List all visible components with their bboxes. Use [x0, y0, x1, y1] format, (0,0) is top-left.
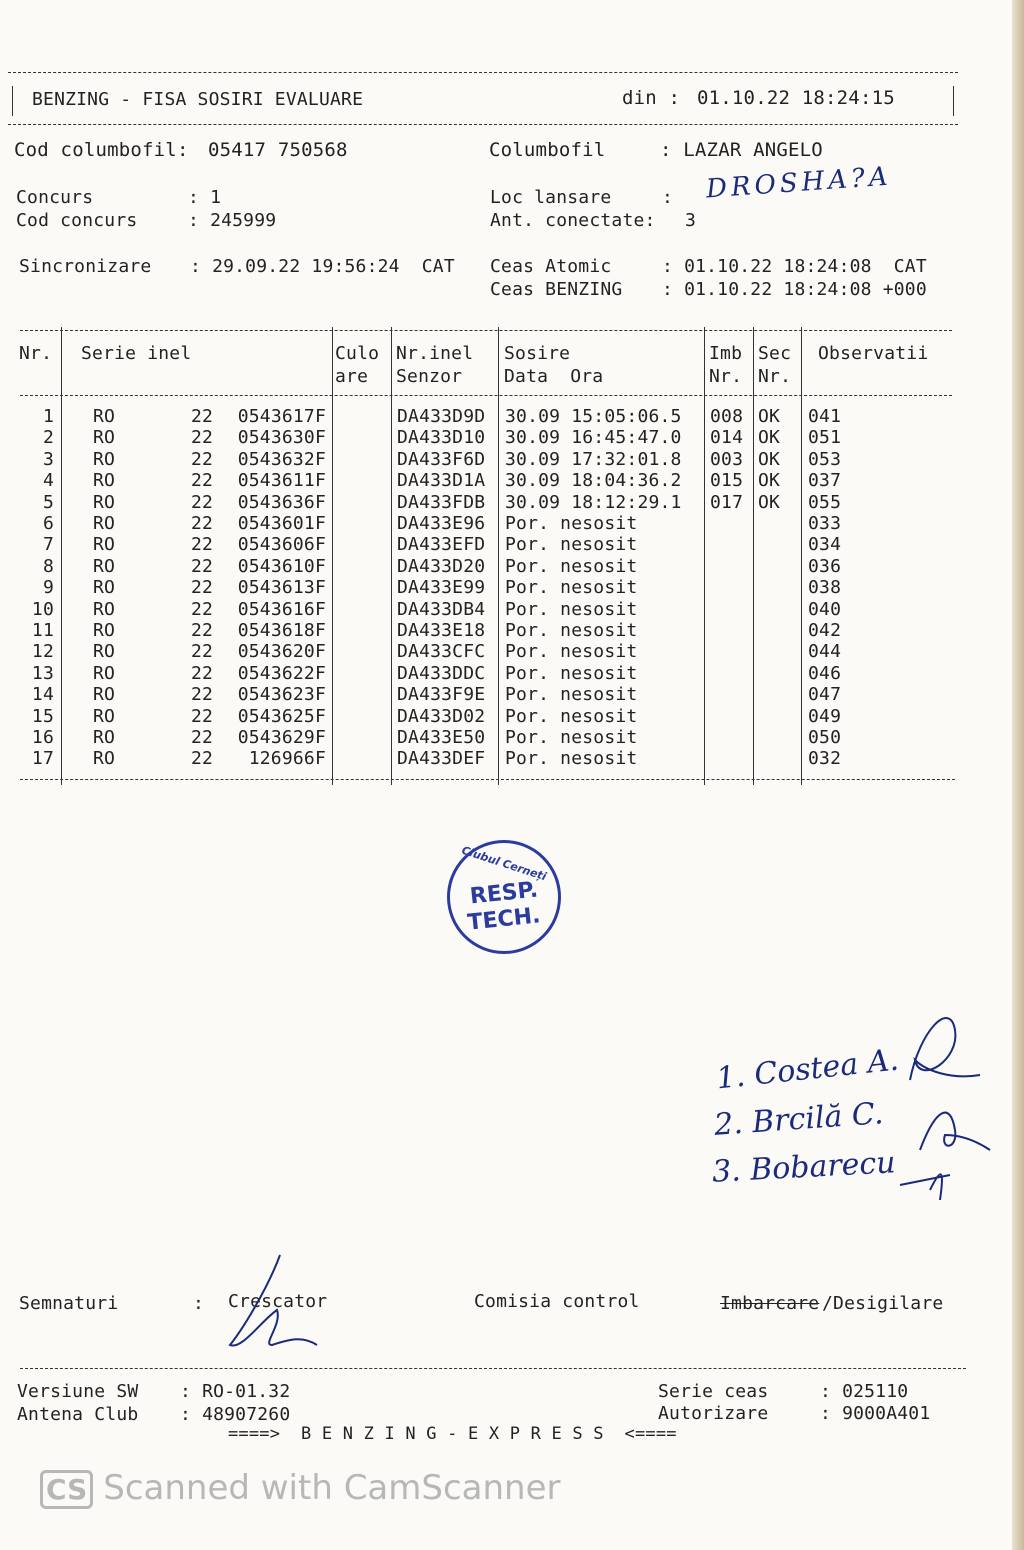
- cell-tara: RO: [93, 577, 116, 599]
- cell-sosire: Por. nesosit: [505, 727, 638, 748]
- cell-an: 22: [191, 662, 214, 684]
- cell-observatii: 042: [808, 620, 842, 641]
- cell-tara: RO: [93, 748, 116, 770]
- cell-serie-inel: 0543610F: [237, 555, 326, 577]
- cell-nr-inel-senzor: DA433DB4: [397, 598, 486, 620]
- camscanner-logo: CS: [40, 1470, 93, 1509]
- cell-an: 22: [191, 705, 214, 727]
- ant-conectate-value: 3: [685, 210, 697, 231]
- cell-sosire: Por. nesosit: [505, 662, 638, 684]
- cell-nr-inel-senzor: DA433EFD: [397, 534, 486, 556]
- cell-sosire: Por. nesosit: [505, 705, 638, 727]
- cell-nr: 9: [42, 577, 54, 599]
- header-nrinel-1: Nr.inel: [396, 343, 474, 364]
- cell-nr-inel-senzor: DA433E99: [397, 577, 486, 599]
- cell-nr-inel-senzor: DA433E18: [397, 620, 486, 641]
- cell-sec: OK: [758, 406, 781, 427]
- header-sec-1: Sec: [758, 343, 792, 364]
- header-observatii: Observatii: [818, 343, 929, 364]
- cell-serie-inel: 0543618F: [237, 620, 326, 641]
- header-bottom-rule: [8, 124, 958, 125]
- cell-nr: 10: [31, 598, 54, 620]
- cell-an: 22: [191, 513, 214, 534]
- cell-an: 22: [191, 641, 214, 663]
- cell-sosire: 30.09 18:04:36.2: [505, 470, 682, 492]
- cell-tara: RO: [93, 555, 116, 577]
- ceas-atomic-value: : 01.10.22 18:24:08 CAT: [662, 256, 927, 277]
- paper-edge-shadow: [1012, 0, 1024, 1550]
- cod-columbofil-value: 05417 750568: [208, 139, 348, 161]
- cell-tara: RO: [93, 641, 116, 663]
- col-sep-1: [61, 327, 62, 785]
- cell-an: 22: [191, 620, 214, 641]
- ceas-benzing-label: Ceas BENZING: [490, 279, 623, 300]
- columbofil-label: Columbofil: [489, 139, 606, 161]
- from-label: din :: [622, 87, 681, 109]
- cell-sosire: 30.09 17:32:01.8: [505, 448, 682, 470]
- cell-sosire: Por. nesosit: [505, 534, 638, 556]
- cell-nr: 1: [42, 406, 54, 427]
- cell-serie-inel: 0543611F: [237, 470, 326, 492]
- columbofil-value: : LAZAR ANGELO: [660, 139, 823, 161]
- cell-observatii: 047: [808, 684, 842, 706]
- commission-signatures: [880, 1000, 1000, 1220]
- header-nr: Nr.: [19, 343, 53, 364]
- semnaturi-label: Semnaturi: [19, 1293, 119, 1314]
- col-sep-3: [391, 327, 392, 785]
- cell-observatii: 041: [808, 406, 842, 427]
- cell-sosire: Por. nesosit: [505, 513, 638, 534]
- cell-nr-inel-senzor: DA433D20: [397, 555, 486, 577]
- loc-lansare-sep: :: [662, 187, 674, 208]
- concurs-label: Concurs: [16, 187, 94, 208]
- cell-tara: RO: [93, 470, 116, 492]
- camscanner-watermark: [40, 1468, 561, 1509]
- cell-tara: RO: [93, 448, 116, 470]
- imbarcare-label: Imbarcare: [720, 1293, 820, 1314]
- cell-serie-inel: 0543625F: [237, 705, 326, 727]
- cell-serie-inel: 0543629F: [237, 727, 326, 748]
- ant-conectate-label: Ant. conectate:: [490, 210, 656, 231]
- sincronizare-value: : 29.09.22 19:56:24 CAT: [190, 256, 455, 277]
- club-stamp: [447, 840, 561, 954]
- cell-serie-inel: 126966F: [248, 748, 326, 770]
- cod-columbofil-label: Cod columbofil:: [14, 139, 189, 161]
- cell-an: 22: [191, 684, 214, 706]
- table-bottom-rule: [20, 779, 955, 780]
- cell-sec: OK: [758, 470, 781, 492]
- autorizare-value: : 9000A401: [820, 1403, 931, 1424]
- loc-lansare-handwritten: DROSHA?A: [705, 161, 893, 205]
- cell-serie-inel: 0543630F: [237, 427, 326, 449]
- cell-nr-inel-senzor: DA433E50: [397, 727, 486, 748]
- cell-imb: 017: [710, 491, 744, 513]
- cell-serie-inel: 0543601F: [237, 513, 326, 534]
- cell-serie-inel: 0543622F: [237, 662, 326, 684]
- cell-imb: 014: [710, 427, 744, 449]
- cod-concurs-value: : 245999: [188, 210, 277, 231]
- cell-nr-inel-senzor: DA433DDC: [397, 662, 486, 684]
- cell-nr: 8: [42, 555, 54, 577]
- cell-tara: RO: [93, 427, 116, 449]
- cell-nr: 2: [42, 427, 54, 449]
- cell-nr: 13: [31, 662, 54, 684]
- cell-sosire: Por. nesosit: [505, 577, 638, 599]
- cell-an: 22: [191, 491, 214, 513]
- cell-tara: RO: [93, 491, 116, 513]
- cell-observatii: 050: [808, 727, 842, 748]
- cell-serie-inel: 0543617F: [237, 406, 326, 427]
- serie-ceas-label: Serie ceas: [658, 1381, 769, 1402]
- box-left-border: [12, 86, 13, 116]
- cell-sosire: 30.09 18:12:29.1: [505, 491, 682, 513]
- desigilare-label: /Desigilare: [822, 1293, 944, 1314]
- crescator-signature: [222, 1250, 332, 1360]
- stamp-club-name: Clubul Cerneți: [460, 843, 548, 884]
- col-sep-6: [753, 327, 754, 785]
- cell-tara: RO: [93, 406, 116, 427]
- cell-sosire: 30.09 16:45:47.0: [505, 427, 682, 449]
- concurs-value: : 1: [188, 187, 222, 208]
- loc-lansare-label: Loc lansare: [490, 187, 612, 208]
- header-culoare-1: Culo: [335, 343, 380, 364]
- cell-sosire: Por. nesosit: [505, 641, 638, 663]
- cell-nr-inel-senzor: DA433FDB: [397, 491, 486, 513]
- cell-sosire: 30.09 15:05:06.5: [505, 406, 682, 427]
- cell-serie-inel: 0543632F: [237, 448, 326, 470]
- table-top-rule: [20, 330, 952, 331]
- cell-observatii: 036: [808, 555, 842, 577]
- versiune-value: : RO-01.32: [180, 1381, 291, 1402]
- cell-nr: 4: [42, 470, 54, 492]
- col-sep-4: [498, 327, 499, 785]
- ceas-benzing-value: : 01.10.22 18:24:08 +000: [662, 279, 927, 300]
- col-sep-7: [801, 327, 802, 785]
- from-value: 01.10.22 18:24:15: [697, 87, 895, 109]
- cell-tara: RO: [93, 727, 116, 748]
- cell-an: 22: [191, 448, 214, 470]
- ceas-atomic-label: Ceas Atomic: [490, 256, 612, 277]
- cell-tara: RO: [93, 620, 116, 641]
- header-serie: Serie inel: [81, 343, 192, 364]
- cell-nr: 6: [42, 513, 54, 534]
- cell-nr: 17: [31, 748, 54, 770]
- cell-observatii: 053: [808, 448, 842, 470]
- header-sec-2: Nr.: [758, 366, 792, 387]
- cell-nr-inel-senzor: DA433D02: [397, 705, 486, 727]
- versiune-label: Versiune SW: [17, 1381, 139, 1402]
- autorizare-label: Autorizare: [658, 1403, 769, 1424]
- cell-serie-inel: 0543606F: [237, 534, 326, 556]
- cell-an: 22: [191, 427, 214, 449]
- cell-tara: RO: [93, 513, 116, 534]
- cell-serie-inel: 0543623F: [237, 684, 326, 706]
- cell-observatii: 049: [808, 705, 842, 727]
- semnaturi-sep: :: [193, 1293, 205, 1314]
- cell-sosire: Por. nesosit: [505, 748, 638, 770]
- cell-nr-inel-senzor: DA433D1A: [397, 470, 486, 492]
- header-imb-1: Imb: [709, 343, 743, 364]
- cell-tara: RO: [93, 598, 116, 620]
- cell-tara: RO: [93, 705, 116, 727]
- stamp-line-2: TECH.: [466, 903, 542, 936]
- cell-nr-inel-senzor: DA433E96: [397, 513, 486, 534]
- crescator-label: Crescator: [228, 1291, 328, 1312]
- commission-member-3: 3. Bobarecu: [711, 1145, 897, 1190]
- cell-sosire: Por. nesosit: [505, 620, 638, 641]
- cell-nr: 12: [31, 641, 54, 663]
- cell-nr-inel-senzor: DA433D10: [397, 427, 486, 449]
- cell-sec: OK: [758, 491, 781, 513]
- header-sosire-2: Data Ora: [504, 366, 604, 387]
- cell-an: 22: [191, 555, 214, 577]
- cell-tara: RO: [93, 662, 116, 684]
- header-imb-2: Nr.: [709, 366, 743, 387]
- cell-an: 22: [191, 534, 214, 556]
- cell-imb: 008: [710, 406, 744, 427]
- cell-sosire: Por. nesosit: [505, 598, 638, 620]
- stamp-line-1: RESP.: [468, 877, 540, 910]
- cell-an: 22: [191, 406, 214, 427]
- cell-an: 22: [191, 748, 214, 770]
- col-sep-2: [332, 327, 333, 785]
- cell-observatii: 034: [808, 534, 842, 556]
- cell-nr: 7: [42, 534, 54, 556]
- cell-nr: 3: [42, 448, 54, 470]
- cell-observatii: 037: [808, 470, 842, 492]
- cell-nr: 16: [31, 727, 54, 748]
- cod-concurs-label: Cod concurs: [16, 210, 138, 231]
- cell-nr-inel-senzor: DA433F9E: [397, 684, 486, 706]
- cell-sec: OK: [758, 448, 781, 470]
- cell-observatii: 033: [808, 513, 842, 534]
- cell-observatii: 051: [808, 427, 842, 449]
- cell-observatii: 046: [808, 662, 842, 684]
- cell-observatii: 055: [808, 491, 842, 513]
- cell-sosire: Por. nesosit: [505, 555, 638, 577]
- cell-observatii: 032: [808, 748, 842, 770]
- cell-an: 22: [191, 470, 214, 492]
- cell-serie-inel: 0543620F: [237, 641, 326, 663]
- cell-serie-inel: 0543636F: [237, 491, 326, 513]
- table-header-rule: [20, 395, 952, 396]
- commission-member-1: 1. Costea A.: [714, 1042, 901, 1097]
- cell-tara: RO: [93, 534, 116, 556]
- header-culoare-2: are: [335, 366, 369, 387]
- commission-member-2: 2. Brcilă C.: [712, 1096, 885, 1143]
- footer-rule: [20, 1368, 966, 1369]
- cell-nr: 15: [31, 705, 54, 727]
- antena-label: Antena Club: [17, 1404, 139, 1425]
- camscanner-text: Scanned with CamScanner: [103, 1468, 561, 1508]
- header-nrinel-2: Senzor: [396, 366, 463, 387]
- cell-nr: 11: [31, 620, 54, 641]
- cell-an: 22: [191, 727, 214, 748]
- sincronizare-label: Sincronizare: [19, 256, 152, 277]
- cell-observatii: 038: [808, 577, 842, 599]
- serie-ceas-value: : 025110: [820, 1381, 909, 1402]
- header-sosire-1: Sosire: [504, 343, 571, 364]
- cell-serie-inel: 0543613F: [237, 577, 326, 599]
- document-title: BENZING - FISA SOSIRI EVALUARE: [32, 89, 364, 110]
- cell-imb: 003: [710, 448, 744, 470]
- cell-nr-inel-senzor: DA433D9D: [397, 406, 486, 427]
- cell-nr: 14: [31, 684, 54, 706]
- cell-an: 22: [191, 577, 214, 599]
- cell-an: 22: [191, 598, 214, 620]
- cell-observatii: 040: [808, 598, 842, 620]
- cell-nr-inel-senzor: DA433CFC: [397, 641, 486, 663]
- cell-nr: 5: [42, 491, 54, 513]
- cell-sec: OK: [758, 427, 781, 449]
- top-rule: [8, 72, 958, 73]
- antena-value: : 48907260: [180, 1404, 291, 1425]
- cell-nr-inel-senzor: DA433DEF: [397, 748, 486, 770]
- cell-observatii: 044: [808, 641, 842, 663]
- cell-imb: 015: [710, 470, 744, 492]
- box-right-border: [953, 86, 954, 116]
- cell-nr-inel-senzor: DA433F6D: [397, 448, 486, 470]
- comisia-control-label: Comisia control: [474, 1291, 640, 1312]
- cell-tara: RO: [93, 684, 116, 706]
- cell-serie-inel: 0543616F: [237, 598, 326, 620]
- benzing-express-brand: ====> B E N Z I N G - E X P R E S S <====: [228, 1424, 677, 1444]
- cell-sosire: Por. nesosit: [505, 684, 638, 706]
